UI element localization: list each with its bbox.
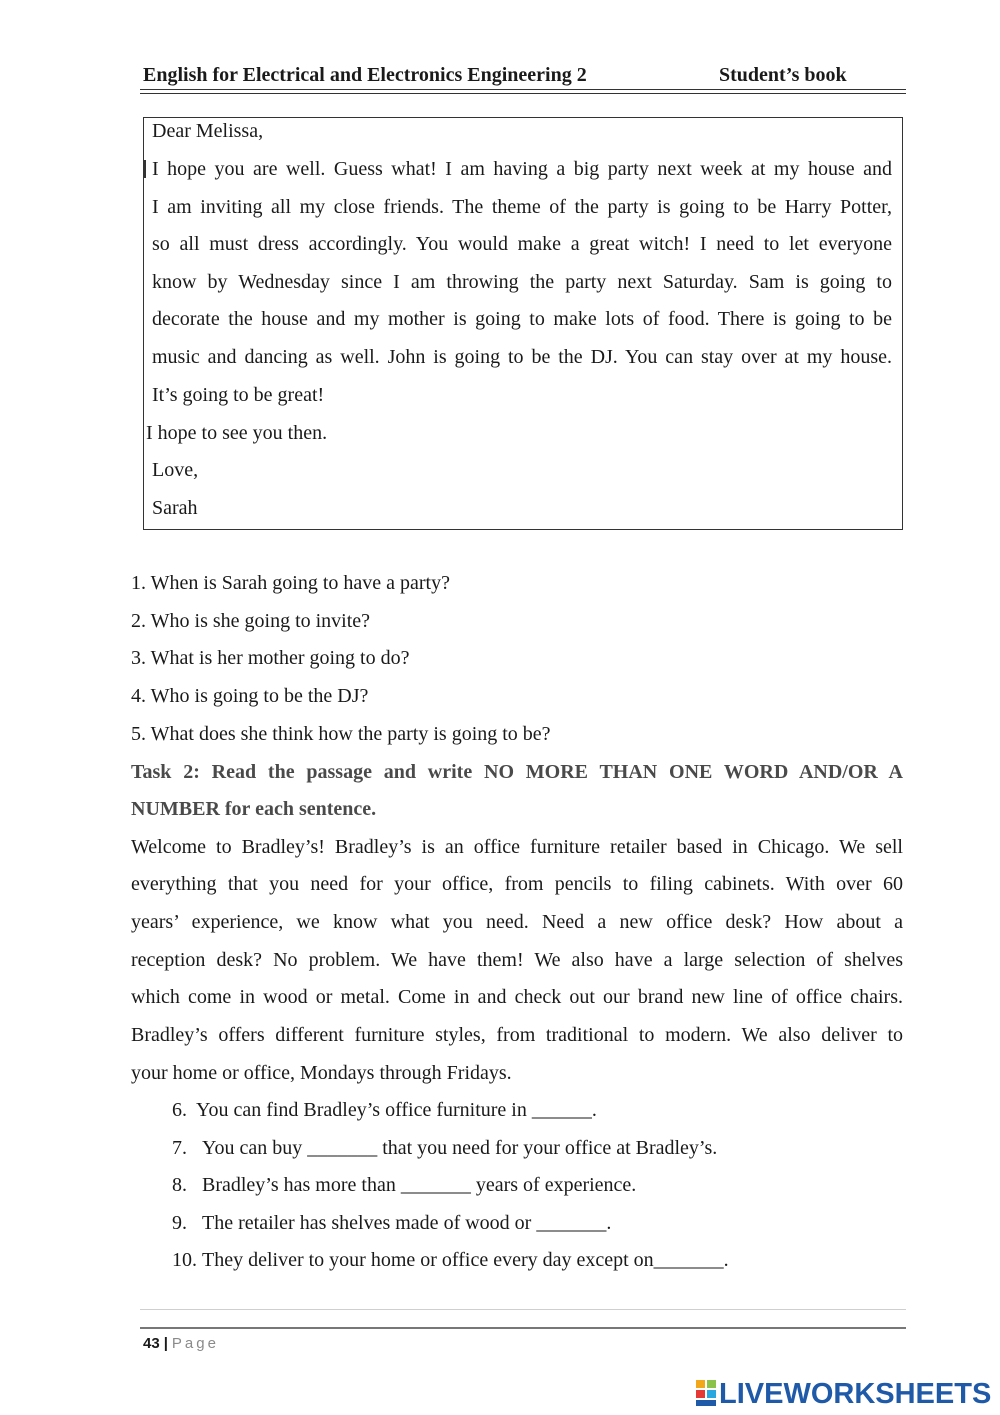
passage-line: reception desk? No problem. We have them! We also have a large selection of shelves: [131, 949, 903, 971]
fill-item-number: 7.: [172, 1137, 187, 1159]
page-separator: |: [163, 1335, 168, 1352]
passage-line: your home or office, Mondays through Fridays.: [131, 1062, 512, 1084]
fill-item-text: They deliver to your home or office every day except on_______.: [202, 1249, 729, 1271]
fill-item-number: 9.: [172, 1212, 187, 1234]
question-item: 2. Who is she going to invite?: [131, 610, 371, 632]
stray-mark: [144, 160, 146, 178]
question-item: 4. Who is going to be the DJ?: [131, 685, 369, 707]
task2-heading-line1: Task 2: Read the passage and write NO MORE THAN ONE WORD AND/OR A: [131, 761, 903, 783]
passage-line: Welcome to Bradley’s! Bradley’s is an office furniture retailer based in Chicago. We sell: [131, 836, 903, 858]
fill-item-10: [172, 1248, 729, 1272]
letter-line: know by Wednesday since I am throwing the party next Saturday. Sam is going to: [152, 271, 892, 293]
question-item: 5. What does she think how the party is going to be?: [131, 723, 551, 745]
letter-line: I am inviting all my close friends. The theme of the party is going to be Harry Potter,: [152, 196, 892, 218]
letter-hope: I hope to see you then.: [146, 422, 328, 444]
header-rule-top: [140, 89, 906, 90]
letter-closing: Love,: [152, 459, 199, 481]
question-item: 3. What is her mother going to do?: [131, 647, 410, 669]
letter-signature: Sarah: [152, 497, 198, 519]
fill-item-number: 6.: [172, 1099, 187, 1121]
page-footer: [143, 1334, 219, 1354]
header-book-label: Student’s book: [719, 64, 847, 86]
passage-line: which come in wood or metal. Come in and check out our brand new line of office chairs.: [131, 986, 903, 1008]
passage-line: Bradley’s offers different furniture styles, from traditional to modern. We also deliver to: [131, 1024, 903, 1046]
fill-item-9: [172, 1211, 611, 1235]
watermark-text: LIVEWORKSHEETS: [719, 1378, 992, 1410]
letter-line: I hope you are well. Guess what! I am having a big party next week at my house and: [152, 158, 892, 180]
letter-line: so all must dress accordingly. You would make a great witch! I need to let everyone: [152, 233, 892, 255]
page-header: [143, 62, 906, 92]
page-number: 43: [143, 1335, 160, 1352]
fill-item-number: 8.: [172, 1174, 187, 1196]
passage-line: years’ experience, we know what you need. Need a new office desk? How about a: [131, 911, 903, 933]
fill-item-text: The retailer has shelves made of wood or _______.: [202, 1212, 612, 1234]
letter-line: It’s going to be great!: [152, 384, 325, 406]
letter-line: music and dancing as well. John is going to be the DJ. You can stay over at my house.: [152, 346, 892, 368]
page-label: Page: [171, 1335, 219, 1352]
header-title: English for Electrical and Electronics Engineering 2: [143, 64, 587, 86]
liveworksheets-logo-icon: [695, 1379, 717, 1407]
task2-heading-line2: NUMBER for each sentence.: [131, 798, 377, 820]
fill-item-text: You can buy _______ that you need for your office at Bradley’s.: [202, 1137, 718, 1159]
letter-line: decorate the house and my mother is going to make lots of food. There is going to be: [152, 308, 892, 330]
question-item: 1. When is Sarah going to have a party?: [131, 572, 450, 594]
liveworksheets-watermark: [695, 1375, 995, 1415]
footer-rule-dark: [140, 1327, 906, 1329]
header-rule-bottom: [140, 93, 906, 94]
fill-item-text: Bradley’s has more than _______ years of experience.: [202, 1174, 637, 1196]
letter-box: [143, 117, 903, 530]
letter-greeting: Dear Melissa,: [152, 120, 264, 142]
fill-item-7: [172, 1136, 717, 1160]
fill-item-6: [172, 1098, 597, 1122]
footer-rule-light: [140, 1309, 906, 1310]
fill-item-8: [172, 1173, 636, 1197]
fill-item-text: You can find Bradley’s office furniture in ______.: [196, 1099, 597, 1121]
fill-item-number: 10.: [172, 1249, 197, 1271]
passage-line: everything that you need for your office, from pencils to filing cabinets. With over 60: [131, 873, 903, 895]
